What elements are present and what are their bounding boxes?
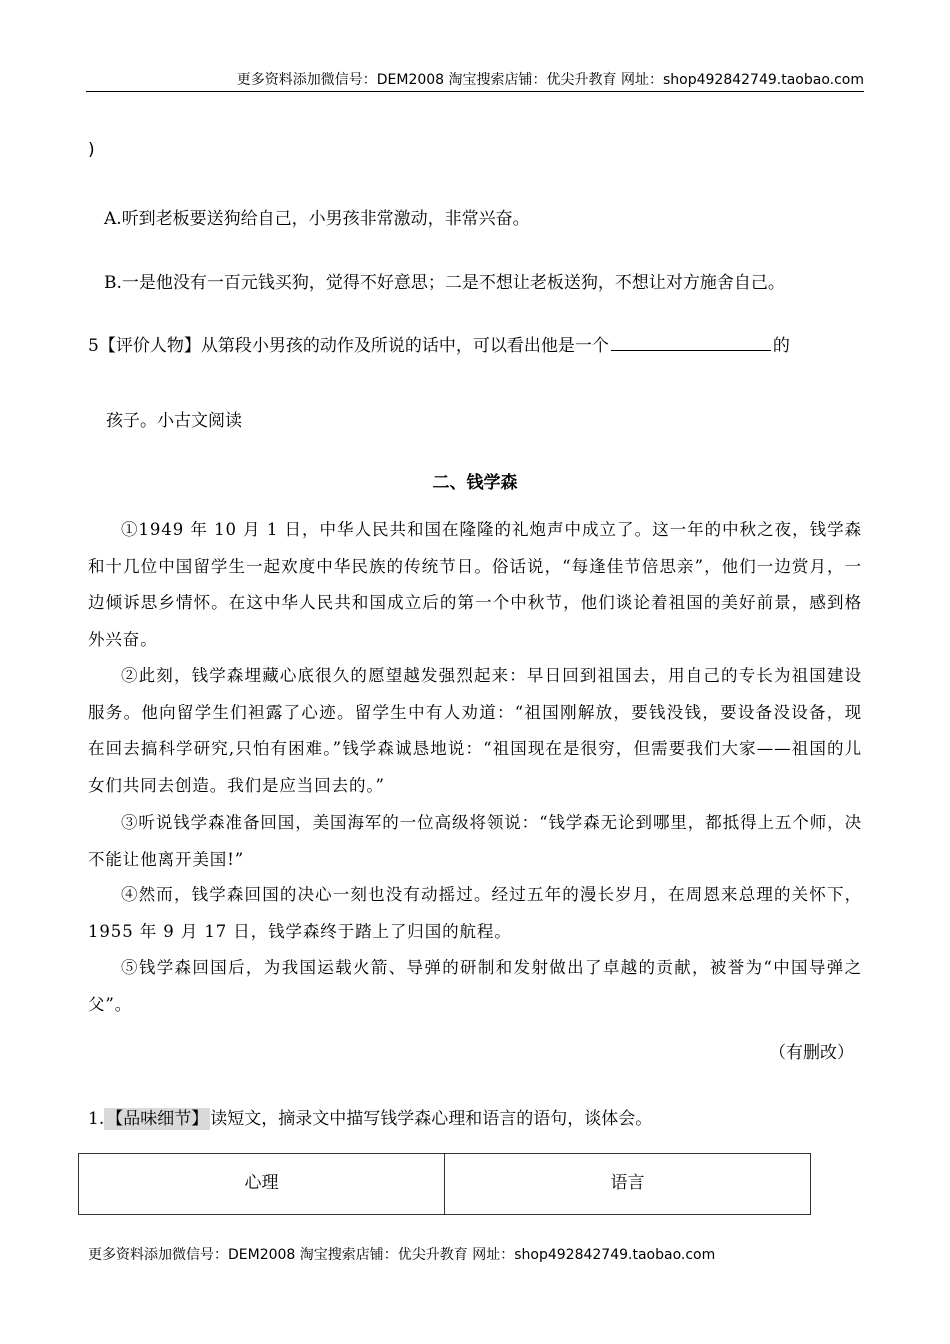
option-a (104, 204, 530, 229)
page-header: 更多资料添加微信号：DEM2008 淘宝搜索店铺：优尖升教育 网址：shop492842749.taobao.com (86, 69, 864, 92)
header-psychology: 心理 (79, 1154, 445, 1215)
closing-parenthesis: ) (88, 140, 95, 160)
paragraph-3: ③听说钱学森准备回国，美国海军的一位高级将领说：“钱学森无论到哪里，都抵得上五个师，决不能让他离开美国!” (88, 813, 862, 869)
question-1-tag: 【品味细节】 (106, 1109, 209, 1129)
question-1 (88, 1104, 652, 1129)
paragraph-2: ②此刻，钱学森埋藏心底很久的愿望越发强烈起来：早日回到祖国去，用自己的专长为祖国建设服务。他向留学生们袒露了心迹。留学生中有人劝道：“祖国刚解放，要钱没钱，要设备没设备，现在回去搞科学研究,只怕有困难。”钱学森诚恳地说：“祖国现在是很穷，但需要我们大家——祖国的儿女们共同去创造。我们是应当回去的。” (88, 666, 862, 795)
section-title: 二、钱学森 (432, 473, 518, 493)
table-row (79, 1154, 811, 1215)
option-a-text: 听到老板要送狗给自己，小男孩非常激动，非常兴奋。 (121, 209, 530, 229)
option-b-label: B. (104, 273, 122, 293)
question-5-number: 5 (88, 336, 99, 356)
option-b (104, 268, 785, 293)
question-5-continuation: 孩子。小古文阅读 (106, 411, 242, 431)
question-5-suffix: 的 (772, 336, 790, 356)
option-a-label: A. (104, 209, 122, 229)
paragraph-4: ④然而，钱学森回国的决心一刻也没有动摇过。经过五年的漫长岁月，在周恩来总理的关怀下，1955 年 9 月 17 日，钱学森终于踏上了归国的航程。 (88, 885, 862, 941)
question-5 (88, 331, 790, 356)
answer-blank (611, 332, 771, 351)
question-5-text: 【评价人物】从第段小男孩的动作及所说的话中，可以看出他是一个 (98, 336, 609, 356)
paragraph-1: ①1949 年 10 月 1 日，中华人民共和国在隆隆的礼炮声中成立了。这一年的中秋之夜，钱学森和十几位中国留学生一起欢度中华民族的传统节日。俗话说，“每逢佳节倍思亲”，他们一边赏月，一边倾诉思乡情怀。在这中华人民共和国成立后的第一个中秋节，他们谈论着祖国的美好前景，感到格外兴奋。 (88, 520, 862, 649)
edit-note: （有删改） (769, 1043, 854, 1063)
question-1-text: 读短文，摘录文中描写钱学森心理和语言的语句，谈体会。 (210, 1109, 653, 1129)
question-1-number: 1. (88, 1109, 105, 1129)
header-language: 语言 (445, 1154, 811, 1215)
paragraph-5: ⑤钱学森回国后，为我国运载火箭、导弹的研制和发射做出了卓越的贡献，被誉为“中国导弹之父”。 (88, 958, 862, 1014)
page-footer: 更多资料添加微信号：DEM2008 淘宝搜索店铺：优尖升教育 网址：shop492842749.taobao.com (88, 1247, 716, 1263)
option-b-text: 一是他没有一百元钱买狗，觉得不好意思；二是不想让老板送狗，不想让对方施舍自己。 (121, 273, 785, 293)
answer-table (78, 1153, 811, 1215)
